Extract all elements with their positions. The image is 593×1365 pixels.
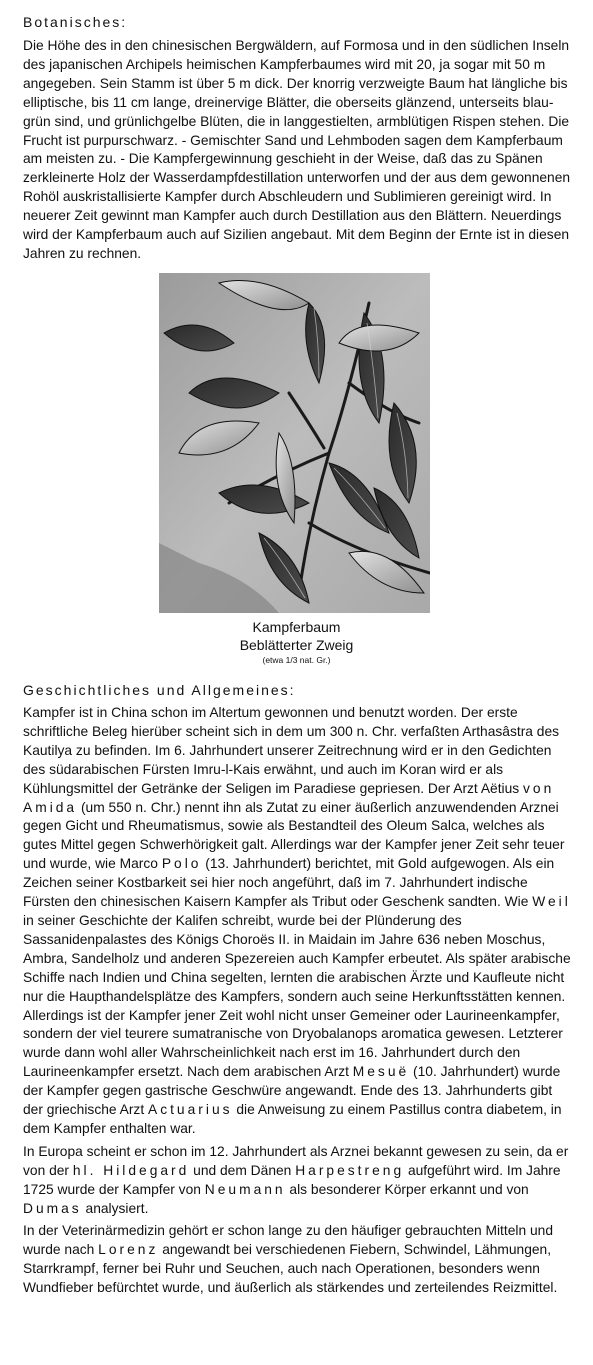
figure-caption-note: (etwa 1/3 nat. Gr.): [262, 655, 331, 665]
text-run: die Anweisung zu einem Pastillus contra diabetem, in dem Kampfer enthalten war.: [23, 1102, 562, 1136]
name-emphasis: Harpestreng: [295, 1162, 405, 1178]
paragraph-history-veterinary: [23, 1222, 573, 1298]
camphor-branch-photo: [159, 273, 430, 613]
paragraph-history-china: [23, 704, 573, 1139]
history-text: [23, 704, 573, 1302]
text-run: (13. Jahrhundert) berichtet, mit Gold aufgewogen. Als ein Zeichen seiner Kostbarkeit sei hier noch angeführt, daß im 7. Jahrhundert indische Fürsten den chinesischen Kaisern Kampfer als Tribut oder Geschenk sandten. Wie: [23, 856, 555, 910]
text-run: In der Veterinärmedizin gehört er schon lange zu den häufiger gebrauchten Mitteln und wurde nach: [23, 1223, 553, 1258]
text-run: in seiner Geschichte der Kalifen schreibt, wurde bei der Plünderung des Sassanidenpalastes des Königs Choroës II. in Maidain im Jahre 636 neben Moschus, Ambra, Sandelholz und anderen Spezereien auch Kampfer erbeutet. Als später arabische Schiffe nach Indien und China segelten, lernten die arabischen Ärzte und Kaufleute nicht nur die Haupthandelsplätze des Kampfers, sondern auch seine Herkunftsstätten kennen. Allerdings ist der Kampfer jener Zeit wohl nicht unser Gemeiner oder Laurineenkampfer, sondern der viel teurere sumatranische von Dryobalanops aromatica gewesen. Letzterer wurde dann wohl aller Wahrscheinlichkeit nach erst im 16. Jahrhundert durch den Laurineenkampfer ersetzt. Nach dem arabischen Arzt: [23, 912, 571, 1080]
text-run: (10. Jahrhundert) wurde der Kampfer gegen gastrische Geschwüre angewandt. Ende des 13. Jahrhunderts gibt der griechische Arzt: [23, 1064, 561, 1118]
text-run: In Europa scheint er schon im 12. Jahrhundert als Arznei bekannt gewesen zu sein, da er von der: [23, 1143, 569, 1178]
section-heading-geschichte: Geschichtliches und Allgemeines:: [23, 682, 296, 698]
paragraph-botanik: Die Höhe des in den chinesischen Bergwäldern, auf Formosa und in den südlichen Inseln des japanischen Archipels heimischen Kampferbaumes wird mit 20, ja sogar mit 50 m angegeben. Sein Stamm ist über 5 m dick. Der knorrig verzweigte Baum hat längliche bis elliptische, bis 11 cm lange, dreinervige Blätter, die oberseits glänzend, unterseits blau-grün sind, und grünlichgelbe Blüten, die in langgestielten, armblütigen Rispen stehen. Die Frucht ist purpurschwarz. - Gemischter Sand und Lehmboden sagen dem Kampferbaum am meisten zu. - Die Kampfergewinnung geschieht in der Weise, daß das zu Spänen zerkleinerte Holz der Wasserdampfdestillation unterworfen und der aus dem gewonnenen Rohöl auskristallisierte Kampfer durch Abschleudern und Sublimieren gereinigt wird. In neuerer Zeit gewinnt man Kampfer auch durch Destillation aus den Blättern. Neuerdings wird der Kampferbaum auch auf Sizilien angebaut. Mit dem Beginn der Ernte ist in diesen Jahren zu rechnen.: [23, 38, 571, 261]
text-run: angewandt bei verschiedenen Fiebern, Schwindel, Lähmungen, Starrkrampf, ferner bei Ruhr und Seuchen, auch nach Operationen, besonders wenn Wundfieber befürchtet wurde, und äußerlich als stärkendes und zerteilendes Reizmittel.: [23, 1242, 558, 1296]
name-emphasis: Weil: [532, 894, 571, 910]
figure-caption-title: Kampferbaum: [252, 619, 341, 635]
name-emphasis: von Amida: [23, 780, 555, 815]
figure-caption-subtitle: Beblätterter Zweig: [239, 637, 354, 653]
paragraph-history-europe: [23, 1143, 573, 1219]
text-run: aufgeführt wird. Im Jahre 1725 wurde der Kampfer von: [23, 1162, 561, 1197]
text-run: analysiert.: [81, 1200, 149, 1216]
name-emphasis: Polo: [161, 856, 202, 872]
section-heading-botanik: Botanisches:: [23, 14, 128, 30]
text-run: und dem Dänen: [189, 1162, 296, 1178]
name-emphasis: Lorenz: [98, 1242, 159, 1258]
name-emphasis: Actuarius: [148, 1102, 233, 1118]
text-run: als besonderer Körper erkannt und von: [285, 1181, 529, 1197]
text-run: (um 550 n. Chr.) nennt ihn als Zutat zu einer äußerlich anzuwendenden Arznei gegen Gicht und Rheumatismus, sowie als Bestandteil des Oleum Salca, welches als gutes Mittel gegen Schwerhörigkeit galt. Allerdings war der Kampfer jener Zeit sehr teuer und wurde, wie Marco: [23, 799, 565, 872]
name-emphasis: Neumann: [204, 1181, 286, 1197]
name-emphasis: Dumas: [23, 1200, 82, 1216]
name-emphasis: hl. Hildegard: [72, 1162, 190, 1178]
name-emphasis: Mesuë: [352, 1064, 410, 1080]
text-run: Kampfer ist in China schon im Altertum gewonnen und benutzt worden. Der erste schriftliche Beleg hierüber scheint sich in dem um 300 n. Chr. verfaßten Arthasâstra des Kautilya zu befinden. Im 6. Jahrhundert unserer Zeitrechnung wird er in den Gedichten des südarabischen Fürsten Imru-l-Kais erwähnt, und auch im Koran wird er als Kühlungsmittel der Getränke der Seligen im Paradiese gepriesen. Der Arzt Aëtius: [23, 705, 560, 796]
